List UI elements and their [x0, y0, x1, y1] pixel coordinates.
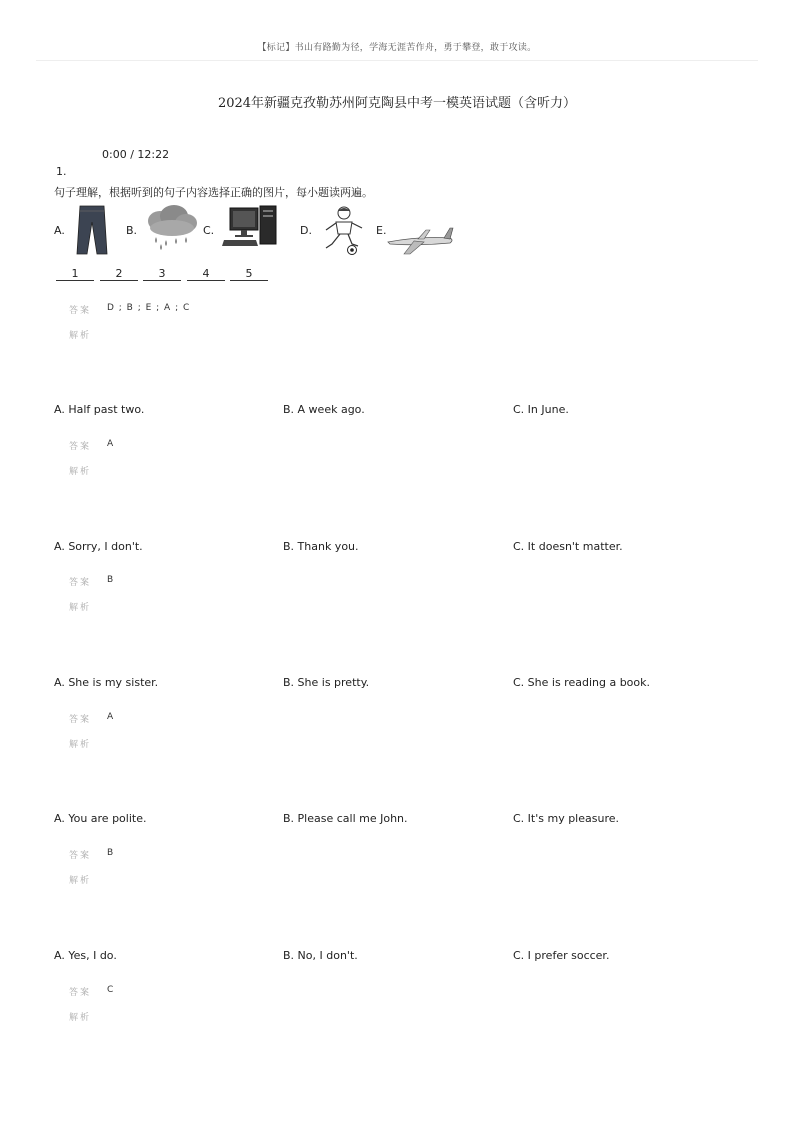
page-title: 2024年新疆克孜勒苏州阿克陶县中考一模英语试题（含听力）	[217, 96, 577, 111]
choice-b[interactable]: B. A week ago.	[283, 403, 365, 416]
answer-label: 答案	[69, 988, 92, 998]
choice-a[interactable]: A. Yes, I do.	[54, 949, 117, 962]
answer-blank-4[interactable]: 4	[187, 267, 225, 281]
header-divider	[36, 60, 758, 61]
answer-blank-5[interactable]: 5	[230, 267, 268, 281]
answer-label: 答案	[69, 851, 92, 861]
option-label-c: C.	[203, 224, 215, 237]
analysis-label: 解析	[69, 1013, 92, 1023]
choice-a[interactable]: A. Sorry, I don't.	[54, 540, 143, 553]
analysis-label: 解析	[69, 603, 92, 613]
choice-c[interactable]: C. It's my pleasure.	[513, 812, 619, 825]
option-label-a: A.	[54, 224, 65, 237]
answer-label: 答案	[69, 306, 92, 316]
audio-time-display[interactable]: 0:00 / 12:22	[102, 148, 170, 161]
analysis-label: 解析	[69, 876, 92, 886]
choice-b[interactable]: B. Thank you.	[283, 540, 359, 553]
answer-value: B	[107, 575, 115, 585]
option-label-b: B.	[126, 224, 138, 237]
answer-label: 答案	[69, 715, 92, 725]
answer-label: 答案	[69, 442, 92, 452]
answer-blank-3[interactable]: 3	[143, 267, 181, 281]
choice-b[interactable]: B. Please call me John.	[283, 812, 408, 825]
rain-cloud-icon	[144, 204, 198, 252]
analysis-label: 解析	[69, 331, 92, 341]
boy-playing-football-icon	[318, 204, 370, 256]
answer-value: C	[107, 985, 115, 995]
answer-value: A	[107, 439, 115, 449]
trousers-icon	[74, 204, 110, 256]
computer-icon	[222, 204, 280, 250]
answer-blank-2[interactable]: 2	[100, 267, 138, 281]
choice-c[interactable]: C. In June.	[513, 403, 569, 416]
airplane-icon	[384, 224, 456, 258]
choice-b[interactable]: B. No, I don't.	[283, 949, 358, 962]
analysis-label: 解析	[69, 740, 92, 750]
choice-a[interactable]: A. She is my sister.	[54, 676, 159, 689]
answer-value: D ; B ; E ; A ; C	[107, 303, 191, 313]
answer-value: B	[107, 848, 115, 858]
page-motto: 【标记】书山有路勤为径，学海无涯苦作舟，勇于攀登，敢于攻读。	[257, 43, 537, 53]
analysis-label: 解析	[69, 467, 92, 477]
option-label-e: E.	[376, 224, 387, 237]
choice-b[interactable]: B. She is pretty.	[283, 676, 370, 689]
answer-value: A	[107, 712, 115, 722]
answer-blank-1[interactable]: 1	[56, 267, 94, 281]
choice-c[interactable]: C. It doesn't matter.	[513, 540, 623, 553]
choice-a[interactable]: A. You are polite.	[54, 812, 147, 825]
question-instruction: 句子理解，根据听到的句子内容选择正确的图片，每小题读两遍。	[54, 186, 373, 199]
answer-label: 答案	[69, 578, 92, 588]
option-label-d: D.	[300, 224, 312, 237]
question-number: 1.	[56, 165, 67, 178]
choice-c[interactable]: C. She is reading a book.	[513, 676, 651, 689]
choice-c[interactable]: C. I prefer soccer.	[513, 949, 610, 962]
choice-a[interactable]: A. Half past two.	[54, 403, 145, 416]
